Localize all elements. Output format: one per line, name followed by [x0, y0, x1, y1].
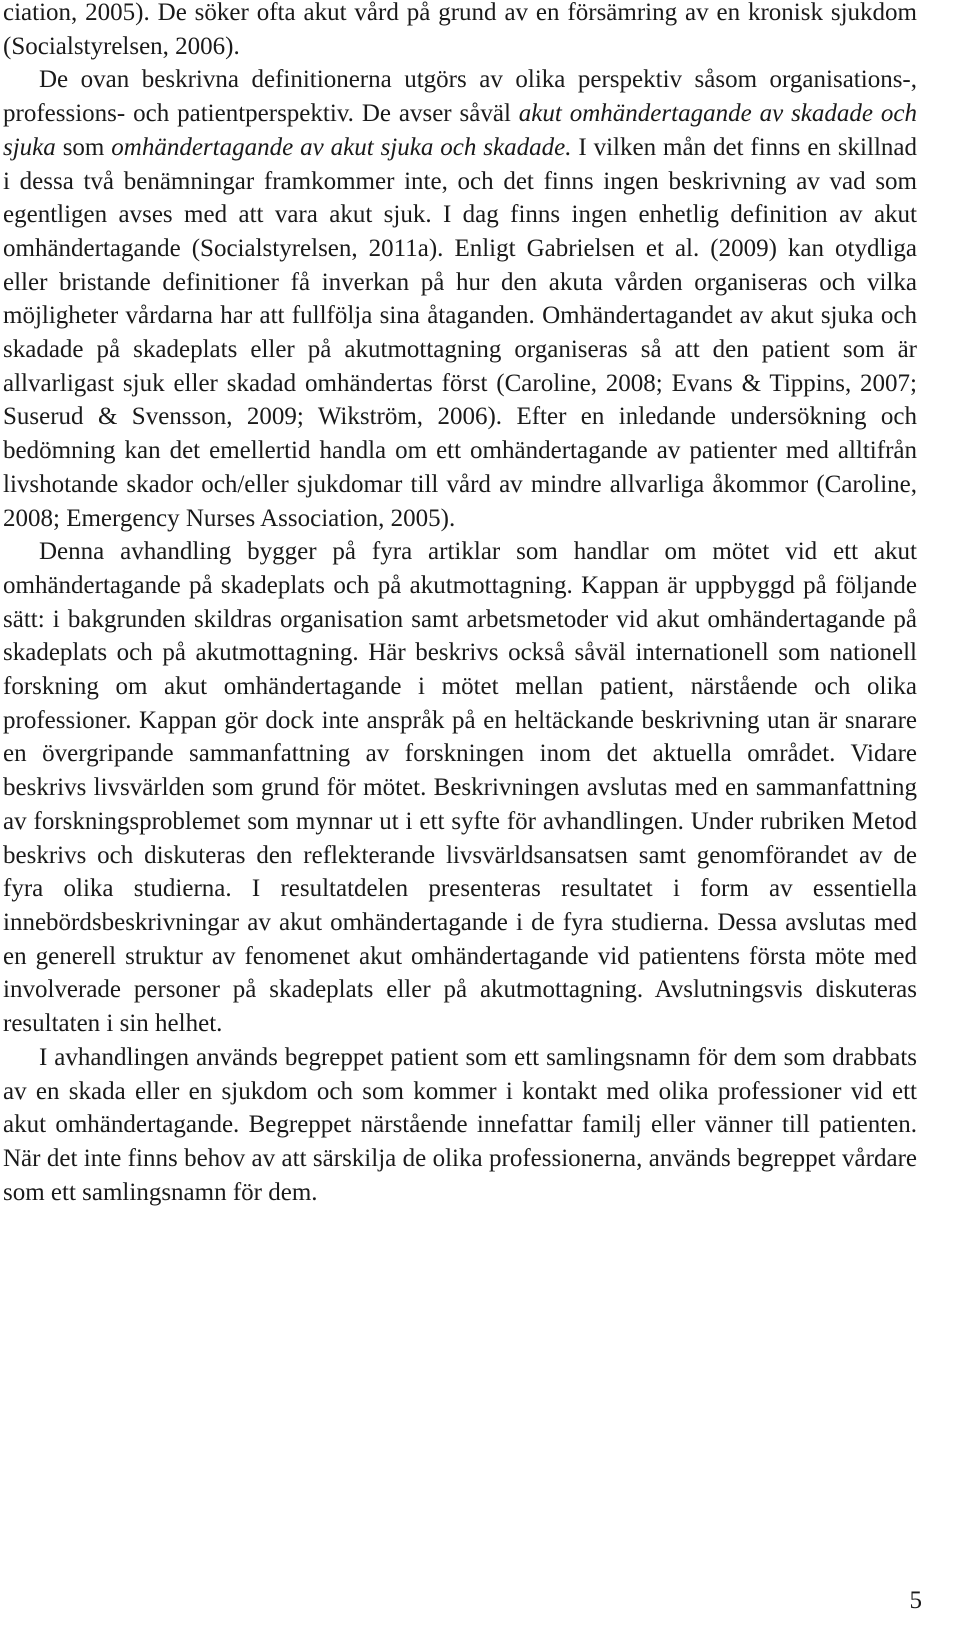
paragraph-1-text: ciation, 2005). De söker ofta akut vård på grund av en försämring av en kronisk sjukdom (Socialstyrelsen, 2006). [3, 0, 917, 60]
paragraph-3 [3, 535, 917, 1041]
paragraph-3-text: Denna avhandling bygger på fyra artiklar som handlar om mötet vid ett akut omhändertagande på skadeplats och på akutmottagning. Kappan är uppbyggd på följande sätt: i bakgrunden skildras organisation samt arbetsmetoder vid akut omhändertagande på skadeplats och på akutmottagning. Här beskrivs också såväl internationell som nationell forskning om akut omhändertagande i mötet mellan patient, närstående och olika professioner. Kappan gör dock inte anspråk på en heltäckande beskrivning utan är snarare en övergripande sammanfattning av forskningen inom det aktuella området. Vidare beskrivs livsvärlden som grund för mötet. Beskrivningen avslutas med en sammanfattning av forskningsproblemet som mynnar ut i ett syfte för avhandlingen. Under rubriken Metod beskrivs och diskuteras den reflekterande livsvärldsansatsen samt genomförandet av de fyra olika studierna. I resultatdelen presenteras resultatet i form av essentiella innebördsbeskrivningar av akut omhändertagande i de fyra studierna. Dessa avslutas med en generell struktur av fenomenet akut omhändertagande vid patientens första möte med involverade personer på skadeplats eller på akutmottagning. Avslutningsvis diskuteras resultaten i sin helhet. [3, 538, 917, 1038]
paragraph-1 [3, 0, 917, 63]
paragraph-2 [3, 63, 917, 535]
paragraph-2-text-start: De ovan beskrivna definitionerna utgörs av olika perspektiv såsom organisations-, professions- och patientperspektiv. De avser såväl [3, 66, 917, 128]
paragraph-4-text: I avhandlingen används begreppet patient som ett samlingsnamn för dem som drabbats av en skada eller en sjukdom och som kommer i kontakt med olika professioner vid ett akut omhändertagande. Begreppet närstående innefattar familj eller vänner till patienten. När det inte finns behov av att särskilja de olika professionerna, används begreppet vårdare som ett samlingsnamn för dem. [3, 1043, 917, 1206]
page-number: 5 [909, 1587, 922, 1614]
paragraph-2-text-rest: I vilken mån det finns en skillnad i dessa två benämningar framkommer inte, och det finns ingen beskrivning av vad som egentligen avses med att vara akut sjuk. I dag finns ingen enhetlig definition av akut omhändertagande (Socialstyrelsen, 2011a). Enligt Gabrielsen et al. (2009) kan otydliga eller bristande definitioner få inverkan på hur den akuta vården organiseras och vilka möjligheter vårdarna har att fullfölja sina åtaganden. Omhändertagandet av akut sjuka och skadade på skadeplats eller på akutmottagning organiseras så att den patient som är allvarligast sjuk eller skadad omhändertas först (Caroline, 2008; Evans & Tippins, 2007; Suserud & Svensson, 2009; Wikström, 2006). Efter en inledande undersökning och bedömning kan det emellertid handla om ett omhändertagande av patienter med alltifrån livshotande skador och/eller sjukdomar till vård av mindre allvarliga åkommor (Caroline, 2008; Emergency Nurses Association, 2005). [3, 133, 917, 532]
body-text [3, 0, 917, 1209]
paragraph-4 [3, 1041, 917, 1210]
paragraph-2-italic-term-1: akut omhändertagande av skadade och sjuka [3, 100, 917, 161]
paragraph-2-italic-term-2: omhändertagande av akut sjuka och skadade. [111, 133, 572, 161]
paragraph-2-text-connector: som [55, 133, 112, 161]
